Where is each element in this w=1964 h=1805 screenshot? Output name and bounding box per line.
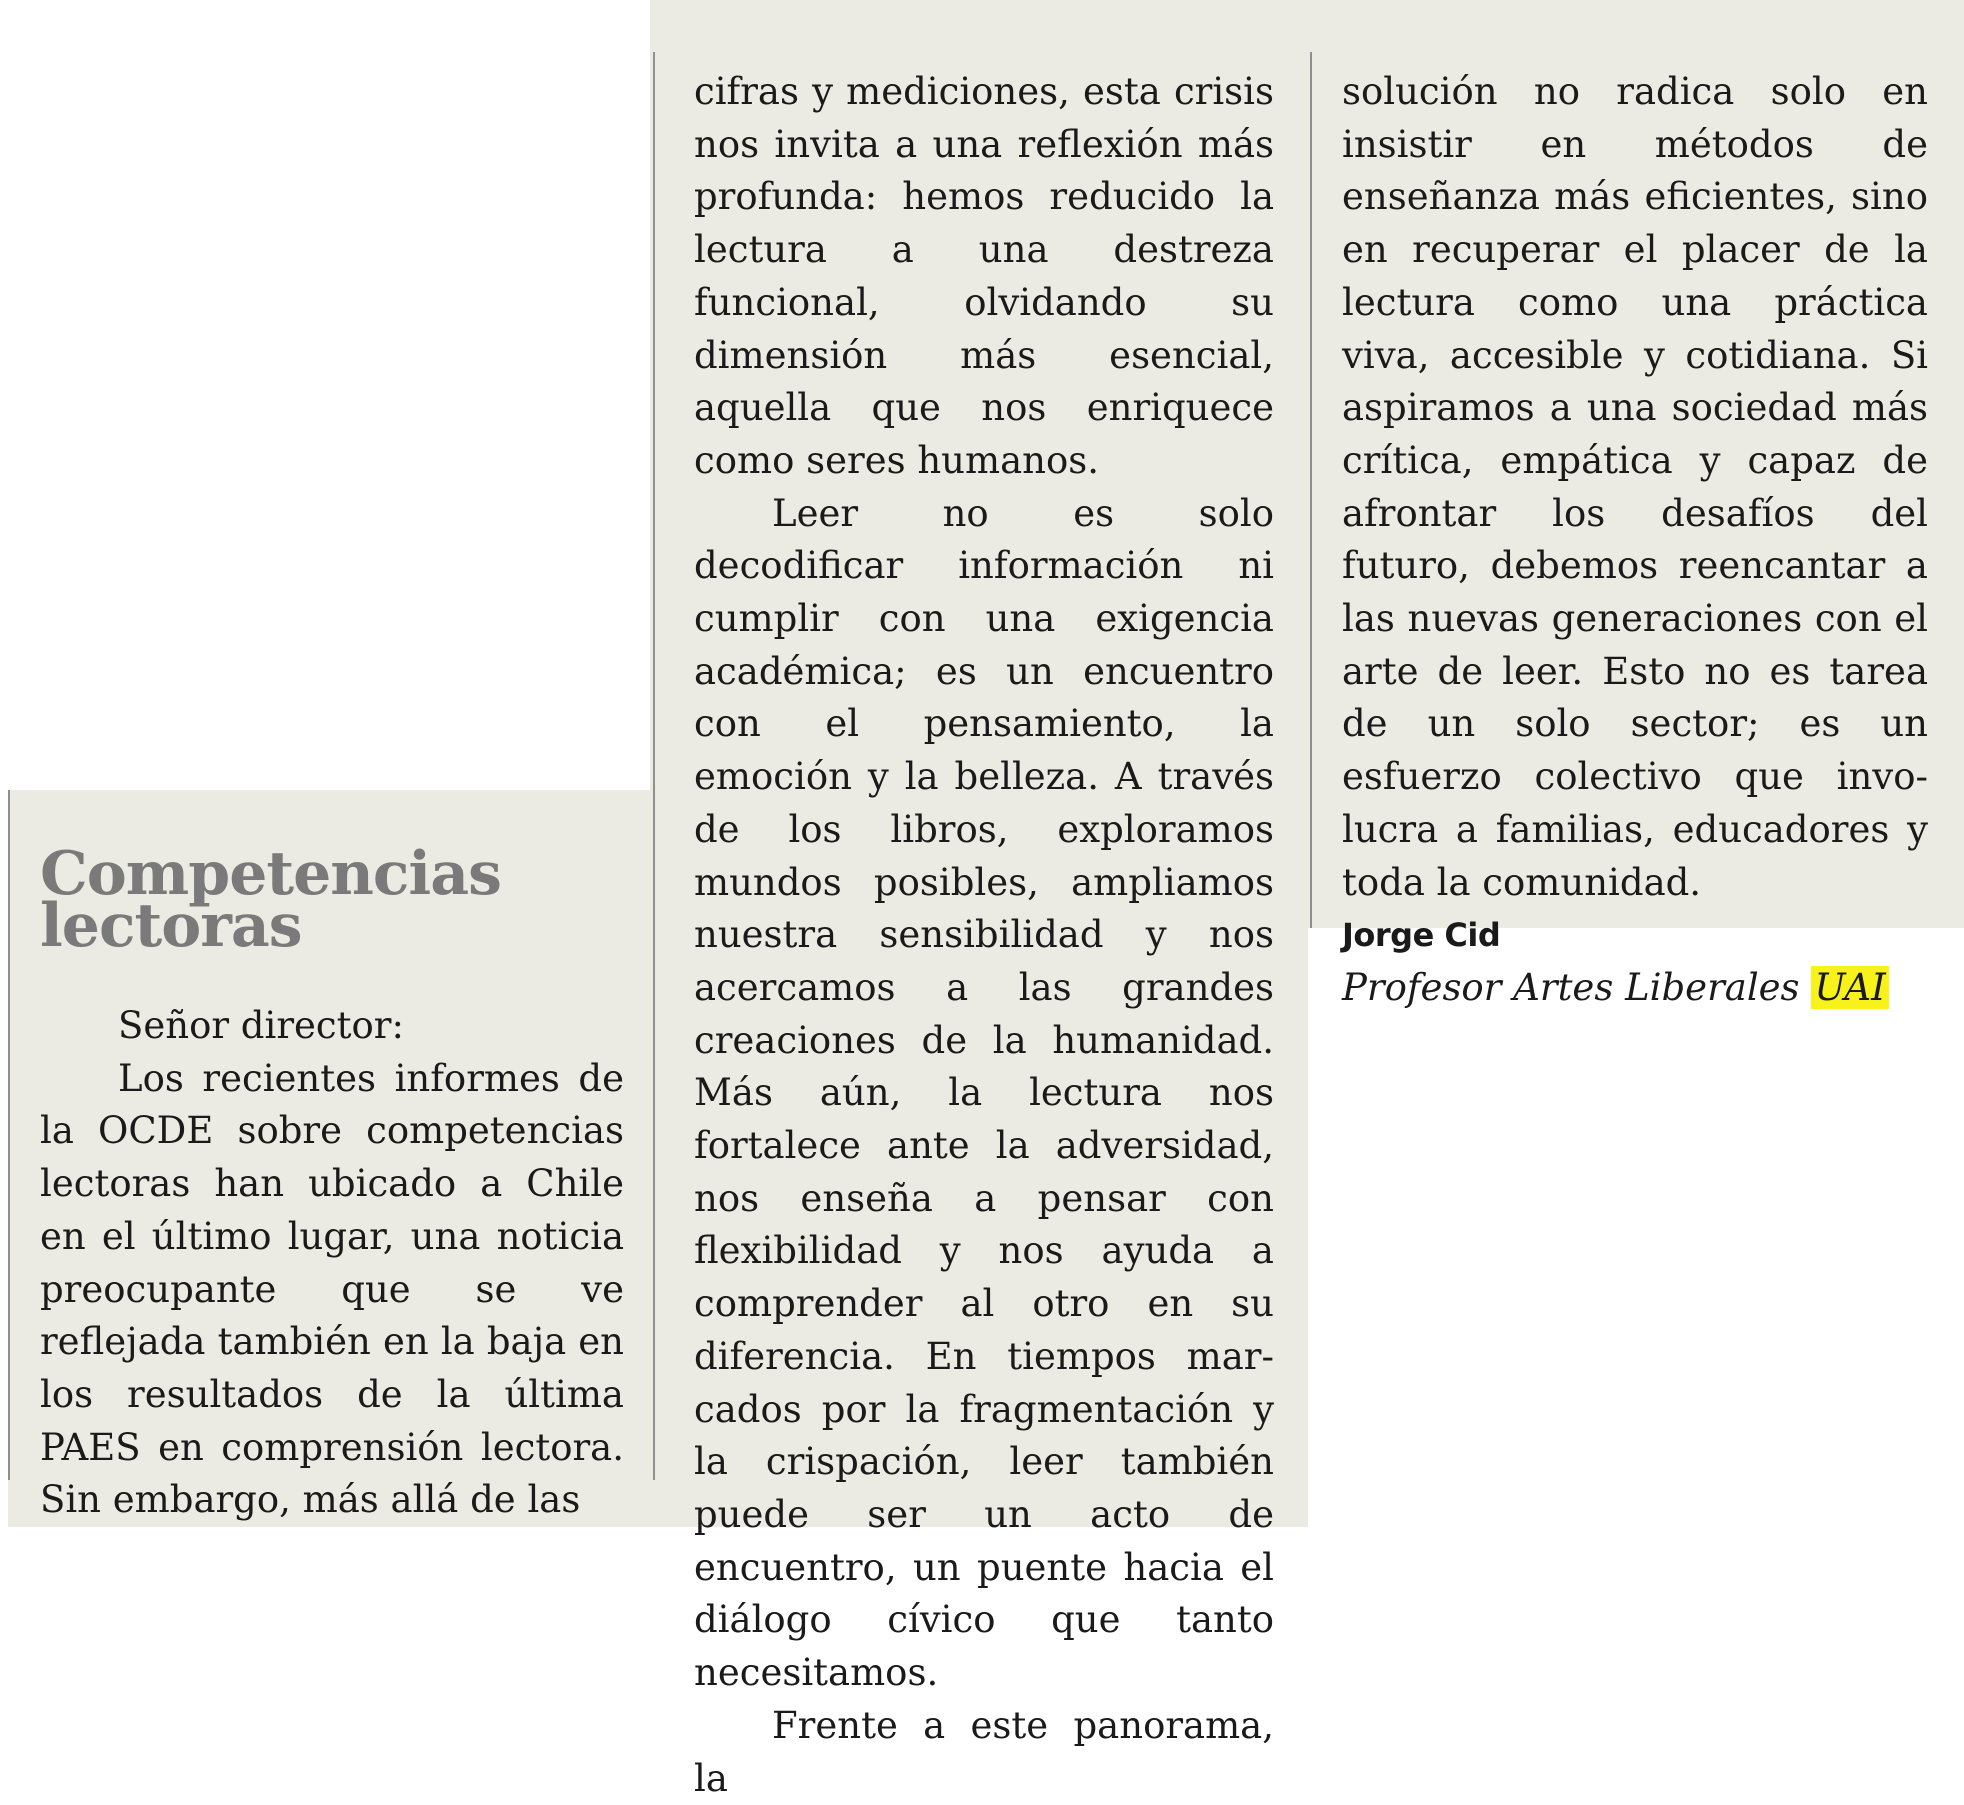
author-name: Jorge Cid	[1342, 916, 1501, 955]
author-role-text: Profesor Artes Liberales	[1342, 965, 1800, 1009]
headline-line-1: Competencias	[40, 839, 501, 909]
text-column-2	[694, 66, 1274, 1805]
article-headline	[40, 839, 640, 961]
text-column-3	[1342, 66, 1928, 1015]
paragraph: Los recientes informes de la OCDE sobre competencias lectoras han ubicado a Chile en el último lugar, una noticia preocupante que se ve reflejada también en la baja en los resultados de la última PAES en comprensión lectora. Sin embargo, más allá de las	[40, 1056, 624, 1522]
column-rule	[653, 52, 655, 1480]
salutation: Señor director:	[118, 1004, 404, 1047]
paragraph: solución no radica solo en insistir en métodos de enseñanza más eficientes, sino en recuperar el placer de la lectura como una práctica viva, accesible y cotidiana. Si aspiramos a una sociedad más crítica, empática y capaz de afrontar los desafíos del futuro, debemos reencantar a las nuevas generaciones con el arte de leer. Esto no es tarea de un solo sector; es un esfuerzo colectivo que involucra a familias, educadores y toda la comunidad.	[1342, 70, 1928, 904]
paragraph: cifras y mediciones, esta crisis nos invita a una reflexión más profunda: hemos reducido la lectura a una destreza funcional, olvidando su dimensión más esencial, aquella que nos enriquece como seres humanos.	[694, 70, 1274, 482]
headline-line-2: lectoras	[40, 891, 302, 961]
column-rule	[8, 790, 10, 1480]
paragraph: Leer no es solo decodificar información ni cumplir con una exigencia académica; es un encuentro con el pensamiento, la emoción y la belleza. A través de los libros, exploramos mundos posibles, ampliamos nuestra sensibilidad y nos acercamos a las grandes creaciones de la humanidad. Más aún, la lectura nos fortalece ante la adversidad, nos enseña a pensar con flexibilidad y nos ayuda a comprender al otro en su diferencia. En tiempos marcados por la fragmentación y la crispación, leer también puede ser un acto de encuentro, un puente hacia el diálogo cívico que tanto necesitamos.	[694, 491, 1274, 1695]
text-column-1	[40, 1000, 624, 1527]
highlighted-institution: UAI	[1811, 966, 1888, 1009]
author-role	[1342, 962, 1928, 1015]
paragraph: Frente a este panorama, la	[694, 1703, 1274, 1800]
column-rule	[1310, 52, 1312, 928]
